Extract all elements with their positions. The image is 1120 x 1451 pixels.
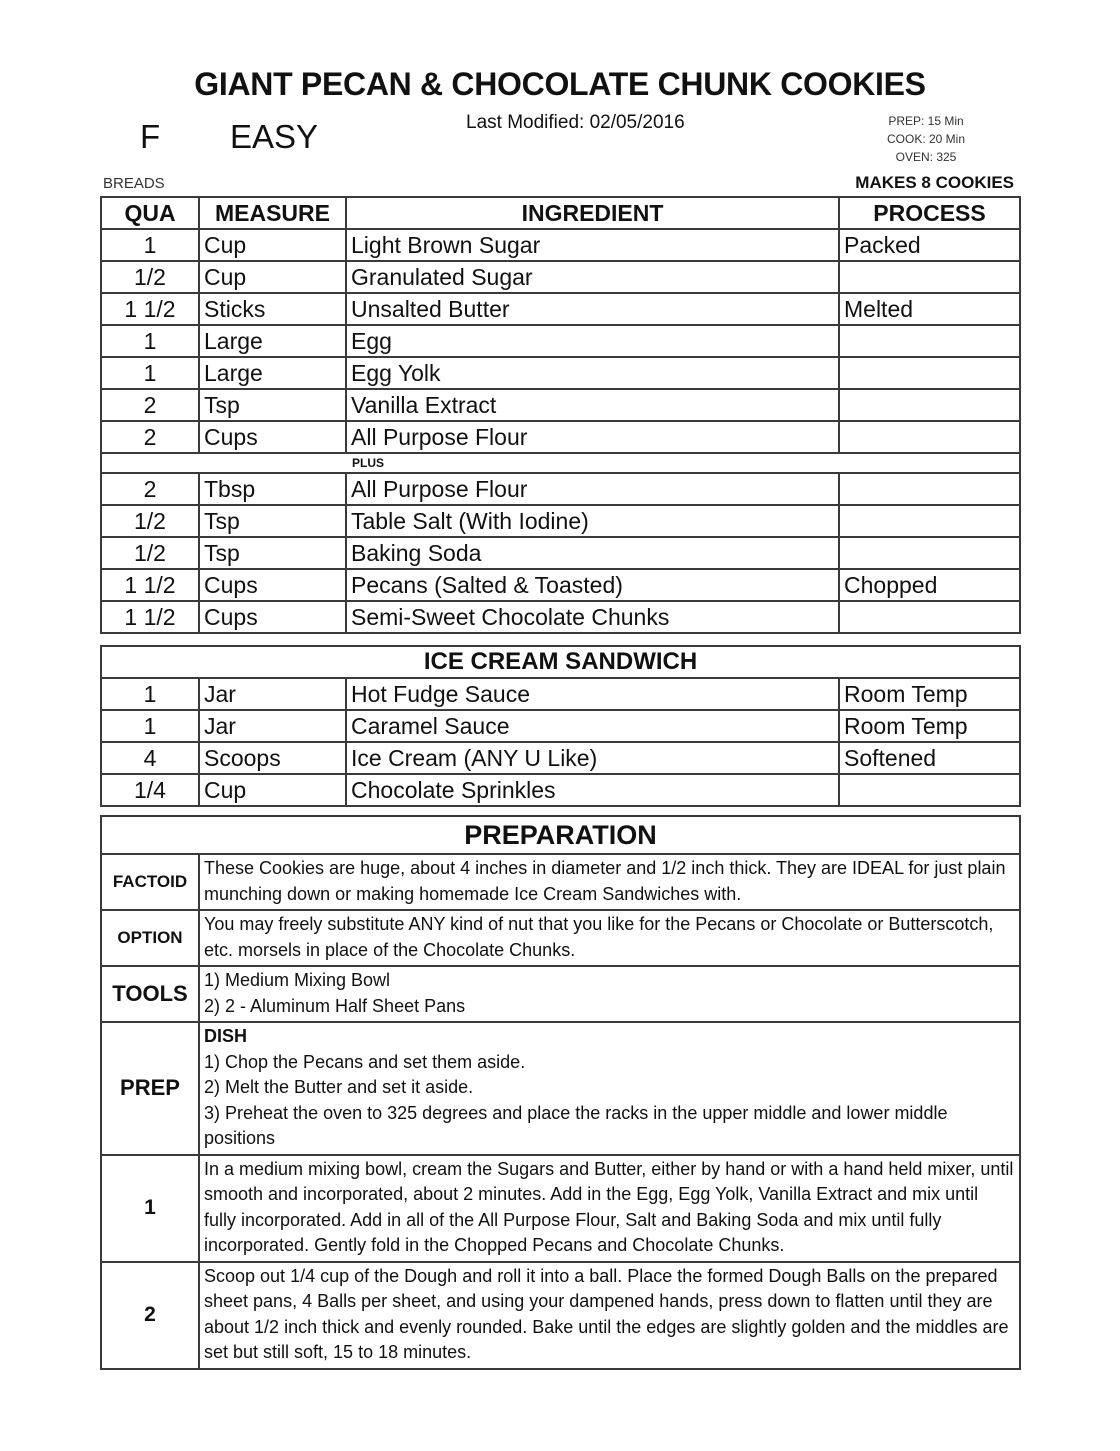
- quantity-cell: 1 1/2: [101, 569, 199, 601]
- option-label: OPTION: [101, 910, 199, 966]
- ingredient-row: [101, 678, 1020, 710]
- quantity-cell: 2: [101, 389, 199, 421]
- tools-row: [101, 966, 1020, 1022]
- process-cell: [839, 774, 1020, 806]
- prep-item: 1) Chop the Pecans and set them aside.: [204, 1051, 526, 1072]
- measure-cell: Cups: [199, 569, 346, 601]
- process-cell: [839, 261, 1020, 293]
- ingredient-cell: Egg Yolk: [346, 357, 839, 389]
- yield-label: MAKES 8 COOKIES: [855, 173, 1014, 192]
- quantity-cell: 1/4: [101, 774, 199, 806]
- ingredient-row: [101, 357, 1020, 389]
- column-header-ingredient: INGREDIENT: [346, 197, 839, 229]
- ingredient-cell: All Purpose Flour: [346, 421, 839, 453]
- factoid-label: FACTOID: [101, 854, 199, 910]
- step-text: Scoop out 1/4 cup of the Dough and roll it into a ball. Place the formed Dough Balls on the prepared sheet pans, 4 Balls per sheet, and using your dampened hands, press down to flatten until they are about 1/2 inch thick and evenly rounded. Bake until the edges are slightly golden and the middles are set but still soft, 15 to 18 minutes.: [199, 1262, 1020, 1369]
- step-row: [101, 1155, 1020, 1262]
- measure-cell: Jar: [199, 710, 346, 742]
- cook-time: COOK: 20 Min: [886, 132, 966, 146]
- difficulty-label: EASY: [230, 118, 319, 155]
- measure-cell: Cup: [199, 229, 346, 261]
- step-number: 2: [101, 1262, 199, 1369]
- quantity-cell: 1 1/2: [101, 293, 199, 325]
- ingredient-cell: Semi-Sweet Chocolate Chunks: [346, 601, 839, 633]
- category-label: BREADS: [103, 175, 165, 192]
- ingredients-header-row: [101, 197, 1020, 229]
- process-cell: [839, 389, 1020, 421]
- tools-list: [199, 966, 1020, 1022]
- process-cell: Chopped: [839, 569, 1020, 601]
- quantity-cell: 1 1/2: [101, 601, 199, 633]
- ingredient-cell: Granulated Sugar: [346, 261, 839, 293]
- ingredient-row: [101, 389, 1020, 421]
- ingredient-row: [101, 601, 1020, 633]
- process-cell: Softened: [839, 742, 1020, 774]
- factoid-text: These Cookies are huge, about 4 inches in diameter and 1/2 inch thick. They are IDEAL for just plain munching down or making homemade Ice Cream Sandwiches with.: [199, 854, 1020, 910]
- quantity-cell: 1/2: [101, 505, 199, 537]
- step-text: In a medium mixing bowl, cream the Sugars and Butter, either by hand or with a hand held mixer, until smooth and incorporated, about 2 minutes. Add in the Egg, Egg Yolk, Vanilla Extract and mix until fully incorporated. Add in all of the All Purpose Flour, Salt and Baking Soda and mix until fully incorporated. Gently fold in the Chopped Pecans and Chocolate Chunks.: [199, 1155, 1020, 1262]
- ingredient-row: [101, 742, 1020, 774]
- step-number: 1: [101, 1155, 199, 1262]
- ingredient-cell: Light Brown Sugar: [346, 229, 839, 261]
- ingredients-rows: [101, 229, 1020, 453]
- option-text: You may freely substitute ANY kind of nut that you like for the Pecans or Chocolate or Butterscotch, etc. morsels in place of the Chocolate Chunks.: [199, 910, 1020, 966]
- ingredient-row: [101, 421, 1020, 453]
- measure-cell: Cup: [199, 261, 346, 293]
- ingredient-cell: Table Salt (With Iodine): [346, 505, 839, 537]
- tool-item: 1) Medium Mixing Bowl: [204, 970, 391, 990]
- time-info: [866, 112, 986, 166]
- ice-cream-title: ICE CREAM SANDWICH: [101, 646, 1020, 678]
- ice-cream-table: [100, 645, 1021, 807]
- ingredient-cell: Pecans (Salted & Toasted): [346, 569, 839, 601]
- ingredient-cell: Caramel Sauce: [346, 710, 839, 742]
- ice-cream-title-row: [101, 646, 1020, 678]
- ingredient-row: [101, 505, 1020, 537]
- prep-item: 3) Preheat the oven to 325 degrees and place the racks in the upper middle and lower middle positions: [204, 1102, 948, 1148]
- quantity-cell: 1: [101, 678, 199, 710]
- ingredient-cell: Egg: [346, 325, 839, 357]
- measure-cell: Cups: [199, 421, 346, 453]
- ingredient-cell: Ice Cream (ANY U Like): [346, 742, 839, 774]
- ingredient-row: [101, 229, 1020, 261]
- measure-cell: Large: [199, 325, 346, 357]
- ingredient-row: [101, 569, 1020, 601]
- tool-item: 2) 2 - Aluminum Half Sheet Pans: [204, 995, 466, 1016]
- ingredient-cell: Vanilla Extract: [346, 389, 839, 421]
- measure-cell: Cups: [199, 601, 346, 633]
- quantity-cell: 1: [101, 229, 199, 261]
- tools-label: TOOLS: [101, 966, 199, 1022]
- quantity-cell: 1: [101, 325, 199, 357]
- prep-label: PREP: [101, 1022, 199, 1155]
- quantity-cell: 2: [101, 473, 199, 505]
- quantity-cell: 1: [101, 357, 199, 389]
- measure-cell: Tsp: [199, 537, 346, 569]
- ingredient-cell: Hot Fudge Sauce: [346, 678, 839, 710]
- ingredient-cell: Unsalted Butter: [346, 293, 839, 325]
- plus-separator: PLUS: [101, 453, 1020, 473]
- factoid-row: [101, 854, 1020, 910]
- ingredient-cell: Baking Soda: [346, 537, 839, 569]
- ingredient-cell: All Purpose Flour: [346, 473, 839, 505]
- prep-item: 2) Melt the Butter and set it aside.: [204, 1077, 474, 1097]
- process-cell: [839, 357, 1020, 389]
- measure-cell: Tsp: [199, 389, 346, 421]
- process-cell: [839, 505, 1020, 537]
- process-cell: [839, 473, 1020, 505]
- prep-row: [101, 1022, 1020, 1155]
- recipe-title: GIANT PECAN & CHOCOLATE CHUNK COOKIES: [194, 66, 926, 102]
- measure-cell: Sticks: [199, 293, 346, 325]
- quantity-cell: 4: [101, 742, 199, 774]
- measure-cell: Scoops: [199, 742, 346, 774]
- process-cell: Melted: [839, 293, 1020, 325]
- prep-list: [199, 1022, 1020, 1155]
- step-row: [101, 1262, 1020, 1369]
- last-modified: Last Modified: 02/05/2016: [466, 112, 685, 133]
- oven-temp: OVEN: 325: [895, 150, 957, 164]
- grade-label: F: [140, 118, 161, 155]
- ingredient-row: [101, 774, 1020, 806]
- column-header-measure: MEASURE: [199, 197, 346, 229]
- process-cell: [839, 537, 1020, 569]
- ingredient-row: [101, 473, 1020, 505]
- plus-separator-row: [101, 453, 1020, 473]
- measure-cell: Tsp: [199, 505, 346, 537]
- ingredients-rows-after: [101, 473, 1020, 633]
- quantity-cell: 1/2: [101, 261, 199, 293]
- column-header-process: PROCESS: [839, 197, 1020, 229]
- column-header-qua: QUA: [101, 197, 199, 229]
- ingredient-row: [101, 325, 1020, 357]
- ingredient-row: [101, 261, 1020, 293]
- ingredient-row: [101, 710, 1020, 742]
- ingredients-table: [100, 196, 1021, 634]
- quantity-cell: 2: [101, 421, 199, 453]
- measure-cell: Cup: [199, 774, 346, 806]
- preparation-table: [100, 815, 1021, 1370]
- quantity-cell: 1/2: [101, 537, 199, 569]
- ingredient-row: [101, 293, 1020, 325]
- quantity-cell: 1: [101, 710, 199, 742]
- measure-cell: Large: [199, 357, 346, 389]
- ingredient-cell: Chocolate Sprinkles: [346, 774, 839, 806]
- ingredient-row: [101, 537, 1020, 569]
- process-cell: Room Temp: [839, 678, 1020, 710]
- process-cell: [839, 421, 1020, 453]
- measure-cell: Tbsp: [199, 473, 346, 505]
- measure-cell: Jar: [199, 678, 346, 710]
- preparation-title: PREPARATION: [101, 816, 1020, 854]
- preparation-title-row: [101, 816, 1020, 854]
- option-row: [101, 910, 1020, 966]
- prep-subheading: DISH: [204, 1026, 248, 1046]
- process-cell: Packed: [839, 229, 1020, 261]
- process-cell: Room Temp: [839, 710, 1020, 742]
- process-cell: [839, 601, 1020, 633]
- ice-cream-rows: [101, 678, 1020, 806]
- prep-time: PREP: 15 Min: [888, 114, 964, 128]
- process-cell: [839, 325, 1020, 357]
